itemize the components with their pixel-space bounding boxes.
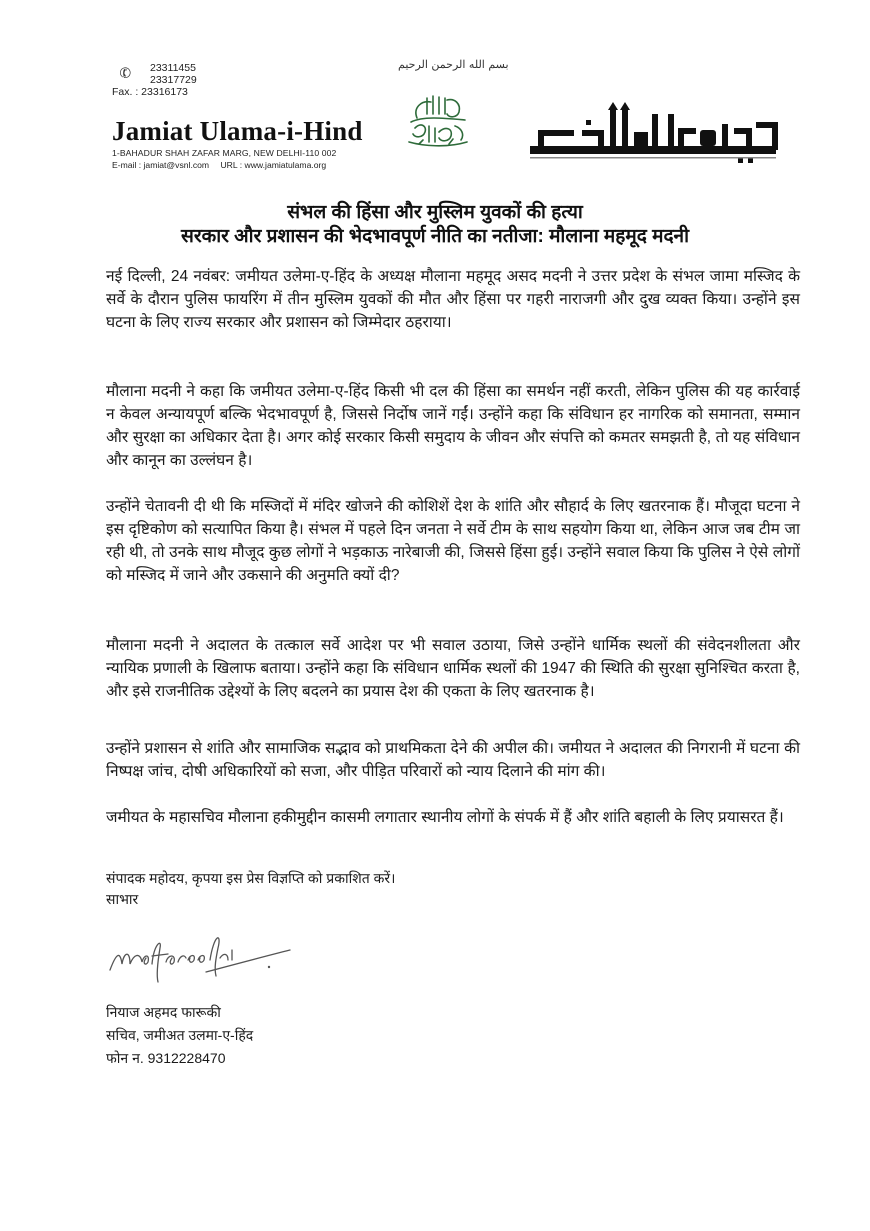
contact-links	[112, 160, 326, 170]
emblem-logo-icon	[403, 92, 475, 150]
arabic-logo-icon	[528, 100, 788, 170]
paragraph-text: नई दिल्ली, 24 नवंबर: जमीयत उलेमा-ए-हिंद के अध्यक्ष मौलाना महमूद असद मदनी ने उत्तर प्रदेश के संभल जामा मस्जिद के सर्वे के दौरान पुलिस फायरिंग में तीन मुस्लिम युवकों की मौत और हिंसा पर गहरी नाराजगी और दुख व्यक्त किया। उन्होंने इस घटना के लिए राज्य सरकार और प्रशासन को जिम्मेदार ठहराया।	[106, 268, 800, 331]
body-paragraph	[106, 634, 800, 703]
body-paragraph	[106, 495, 800, 587]
phone-number: 23311455	[150, 62, 196, 74]
signer-phone: फोन न. 9312228470	[106, 1050, 226, 1066]
letterhead-contact	[112, 62, 197, 98]
paragraph-text: उन्होंने प्रशासन से शांति और सामाजिक सद्भाव को प्राथमिकता देने की अपील की। जमीयत ने अदालत की निगरानी में घटना की निष्पक्ष जांच, दोषी अधिकारियों को सजा, और पीड़ित परिवारों को न्याय दिलाने की मांग की।	[106, 740, 800, 780]
phone-number: 23317729	[150, 74, 197, 86]
headline-line-2: सरकार और प्रशासन की भेदभावपूर्ण नीति का नतीजा: मौलाना महमूद मदनी	[180, 226, 689, 247]
paragraph-text: जमीयत के महासचिव मौलाना हकीमुद्दीन कासमी लगातार स्थानीय लोगों के संपर्क में हैं और शांति बहाली के लिए प्रयासरत हैं।	[106, 809, 784, 826]
thanks-text: साभार	[106, 891, 139, 907]
body-paragraph	[106, 806, 800, 829]
fax-number: Fax. : 23316173	[112, 86, 188, 98]
paragraph-text: उन्होंने चेतावनी दी थी कि मस्जिदों में मंदिर खोजने की कोशिशें देश के शांति और सौहार्द के लिए खतरनाक हैं। मौजूदा घटना ने इस दृष्टिकोण को सत्यापित किया है। संभल में पहले दिन जनता ने सर्वे टीम के साथ सहयोग किया था, लेकिन आज जब टीम जा रही थी, तो उनके साथ मौजूद कुछ लोगों ने भड़काऊ नारेबाजी की, जिससे हिंसा हुई। उन्होंने सवाल किया कि पुलिस ने ऐसे लोगों को मस्जिद में जाने और उकसाने की अनुमति क्यों दी?	[106, 498, 800, 584]
publication-request: संपादक महोदय, कृपया इस प्रेस विज्ञप्ति को प्रकाशित करें।	[106, 870, 396, 886]
headline-line-1: संभल की हिंसा और मुस्लिम युवकों की हत्या	[287, 202, 583, 223]
bismillah-calligraphy: بسم الله الرحمن الرحيم	[398, 58, 509, 71]
signer-name: नियाज अहमद फारूकी	[106, 1004, 221, 1020]
email-address: E-mail : jamiat@vsnl.com	[112, 160, 210, 170]
paragraph-text: मौलाना मदनी ने कहा कि जमीयत उलेमा-ए-हिंद किसी भी दल की हिंसा का समर्थन नहीं करती, लेकिन पुलिस की यह कार्रवाई न केवल अन्यायपूर्ण बल्कि भेदभावपूर्ण है, जिससे निर्दोष जानें गईं। उन्होंने कहा कि संविधान हर नागरिक को समानता, सम्मान और सुरक्षा का अधिकार देता है। अगर कोई सरकार किसी समुदाय के जीवन और संपत्ति को कमतर समझती है, तो यह संविधान और कानून का उल्लंघन है।	[106, 383, 800, 469]
signature-image	[106, 924, 296, 988]
organization-name: Jamiat Ulama-i-Hind	[112, 116, 363, 146]
organization-address: 1-BAHADUR SHAH ZAFAR MARG, NEW DELHI-110 002	[112, 148, 337, 158]
paragraph-text: मौलाना मदनी ने अदालत के तत्काल सर्वे आदेश पर भी सवाल उठाया, जिसे उन्होंने धार्मिक स्थलों की संवेदनशीलता और न्यायिक प्रणाली के खिलाफ बताया। उन्होंने कहा कि संविधान धार्मिक स्थलों की 1947 की स्थिति की सुरक्षा सुनिश्चित करता है, और इसे राजनीतिक उद्देश्यों के लिए बदलने का प्रयास देश की एकता के लिए खतरनाक है।	[106, 637, 800, 700]
phone-numbers	[150, 62, 197, 86]
body-paragraph	[106, 265, 800, 334]
body-paragraph	[106, 737, 800, 783]
phone-row	[112, 62, 197, 86]
website-url: URL : www.jamiatulama.org	[220, 160, 327, 170]
closing-block	[106, 868, 395, 910]
phone-icon: ✆	[117, 63, 134, 83]
signer-block	[106, 1001, 253, 1070]
body-paragraph	[106, 380, 800, 472]
signer-title: सचिव, जमीअत उलमा-ए-हिंद	[106, 1027, 254, 1043]
